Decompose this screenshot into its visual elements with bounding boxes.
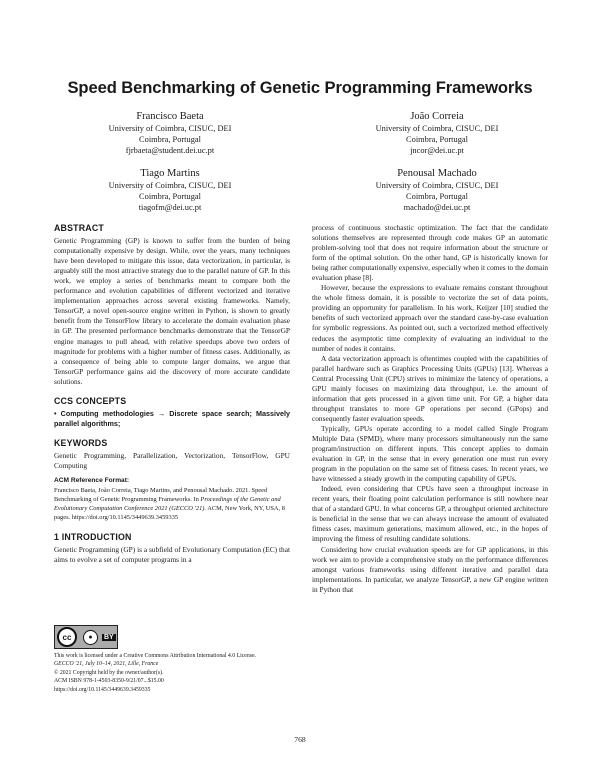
- page-number: 768: [294, 735, 306, 744]
- ccs-heading: CCS CONCEPTS: [54, 395, 127, 406]
- reference-format-text: [54, 486, 290, 522]
- paragraph: A data vectorization approach is oftentimes coupled with the capabilities of parallel hardware such as Graphics Processing Units (GPUs) [13]. Whereas a Central Processing Unit (CPU) strives to minimize the latency of operations, a GPU mainly focuses on maximizing data throughput, i.e. the amount of information that gets processed in a given time unit. For GP, a higher data throughput translates to more GP operations per second (GPops) and consequently faster evaluation speeds.: [312, 353, 548, 423]
- paper-title: Speed Benchmarking of Genetic Programming Frameworks: [67, 78, 533, 97]
- paragraph: Considering how crucial evaluation speeds are for GP applications, in this work we aim to provide a comprehensive study on the performance differences amongst various frameworks using different iterative and parallel data implementations. In particular, we analyze TensorGP, a new GP engine written in Python that: [312, 544, 548, 594]
- reference-text-start: Francisco Baeta, João Correia, Tiago Martins, and Penousal Machado. 2021. Speed Benchmarking of Genetic Programming Frameworks. In: [54, 487, 268, 504]
- ccs-text: • Computing methodologies → Discrete space search; Massively parallel algorithms;: [54, 408, 290, 428]
- cc-by-license-badge: [54, 625, 118, 649]
- author-affiliation: University of Coimbra, CISUC, DEI: [108, 181, 232, 190]
- reference-venue: Proceedings of the Genetic and Evolutionary Computation Conference 2021 (GECCO '21).: [54, 496, 281, 513]
- paragraph: Indeed, even considering that CPUs have seen a throughput increase in recent years, their floating point calculation performance is still nowhere near that of a standard GPU. In what concerns GP, a throughput oriented architecture is beneficial in the sense that we can always increase the amount of evaluated fitness cases, maximum generations, maximum allowed, etc., in the hopes of improving the fitness of resulting candidate solutions.: [312, 484, 548, 544]
- reference-format: [54, 476, 290, 522]
- author-email: fjrbaeta@student.dei.uc.pt: [125, 146, 215, 156]
- copyright-line: © 2021 Copyright held by the owner/author(s).: [54, 669, 164, 676]
- author-location: Coimbra, Portugal: [139, 135, 201, 145]
- author-name: Francisco Baeta: [136, 111, 204, 122]
- paragraph: Typically, GPUs operate according to a model called Single Program Multiple Data (SPMD), where many processors simultaneously run the same program/instruction on different inputs. This concept applies to domain evaluation in GP, in the sense that in every generation one must run every program in the population on the same set of fitness cases. In recent years, we have witnessed a steady growth in the computing capability of GPUs.: [312, 423, 548, 484]
- author-name: Tiago Martins: [140, 168, 200, 179]
- isbn-line: ACM ISBN 978-1-4503-8350-9/21/07...$15.00: [54, 678, 164, 685]
- author-affiliation: University of Coimbra, CISUC, DEI: [375, 181, 499, 190]
- author-location: Coimbra, Portugal: [406, 135, 468, 145]
- reference-text-end: ACM, New York, NY, USA, 8 pages. https://doi.org/10.1145/3449639.3459335: [54, 505, 285, 522]
- paragraph: However, because the expressions to evaluate remains constant throughout the whole fitness domain, it is possible to vectorize the set of data points, providing an opportunity for parallelism. In his work, Keijzer [10] studied the benefits of such vectorized approach over the standard case-by-case evaluation for symbolic regressions. As pointed out, such a vectorized method effectively reduces the asymptotic time complexity of evaluating an individual to the number of nodes it contains.: [312, 283, 548, 353]
- author-email: tiagofm@dei.uc.pt: [138, 203, 202, 213]
- author-block-1: [40, 110, 300, 157]
- right-column: [312, 223, 548, 595]
- introduction-heading: 1 INTRODUCTION: [54, 532, 132, 543]
- person-icon: ●: [83, 630, 98, 645]
- by-label: BY: [104, 633, 114, 641]
- keywords-text: Genetic Programming, Parallelization, Vectorization, TensorFlow, GPU Computing: [54, 450, 290, 470]
- author-name: Penousal Machado: [397, 168, 477, 179]
- author-block-2: [307, 110, 567, 157]
- left-column: [54, 223, 290, 565]
- author-block-4: [307, 167, 567, 214]
- cc-logo-icon: cc: [57, 627, 77, 647]
- license-line: This work is licensed under a Creative Commons Attribution International 4.0 License.: [54, 653, 257, 659]
- author-email: machado@dei.uc.pt: [403, 203, 471, 213]
- author-affiliation: University of Coimbra, CISUC, DEI: [375, 124, 499, 133]
- doi-line: https://doi.org/10.1145/3449639.3459335: [54, 686, 151, 693]
- conference-line: GECCO '21, July 10–14, 2021, Lille, France: [54, 661, 159, 668]
- author-affiliation: University of Coimbra, CISUC, DEI: [108, 124, 232, 133]
- license-notice: [54, 652, 294, 694]
- paragraph: process of continuous stochastic optimization. The fact that the candidate solutions themselves are represented through code makes GP an automatic problem-solving tool that does not require information about the structure or form of the optimal solution. On the other hand, GP is historically known for being rather computationally expensive, especially when it comes to the domain evaluation phase [8].: [312, 223, 548, 283]
- keywords-heading: KEYWORDS: [54, 437, 108, 448]
- introduction-text: Genetic Programming (GP) is a subfield of Evolutionary Computation (EC) that aims to evolve a set of computer programs in a: [54, 545, 290, 565]
- author-location: Coimbra, Portugal: [139, 192, 201, 202]
- abstract-text: Genetic Programming (GP) is known to suffer from the burden of being computationally expensive by design. While, over the years, many techniques have been developed to mitigate this issue, data vectorization, in particular, is arguably still the most attractive strategy due to the parallel nature of GP. In this work, we employ a series of benchmarks meant to compare both the performance and evolution capabilities of different vectorized and iterative implementation approaches across several existing frameworks. Namely, TensorGP, a novel open-source engine written in Python, is shown to greatly benefit from the TensorFlow library to accelerate the domain evaluation phase in GP. The presented performance benchmarks demonstrate that the TensorGP engine manages to pull ahead, with relative speedups above two orders of magnitude for problems with a higher number of fitness cases. Additionally, as a consequence of being able to compute larger domains, we argue that TensorGP performance gains aid the discovery of more accurate candidate solutions.: [54, 236, 290, 386]
- reference-format-heading: ACM Reference Format:: [54, 477, 130, 485]
- author-block-3: [40, 167, 300, 214]
- author-location: Coimbra, Portugal: [406, 192, 468, 202]
- author-email: jncor@dei.uc.pt: [410, 146, 464, 156]
- abstract-heading: ABSTRACT: [54, 223, 104, 233]
- author-name: João Correia: [410, 111, 464, 122]
